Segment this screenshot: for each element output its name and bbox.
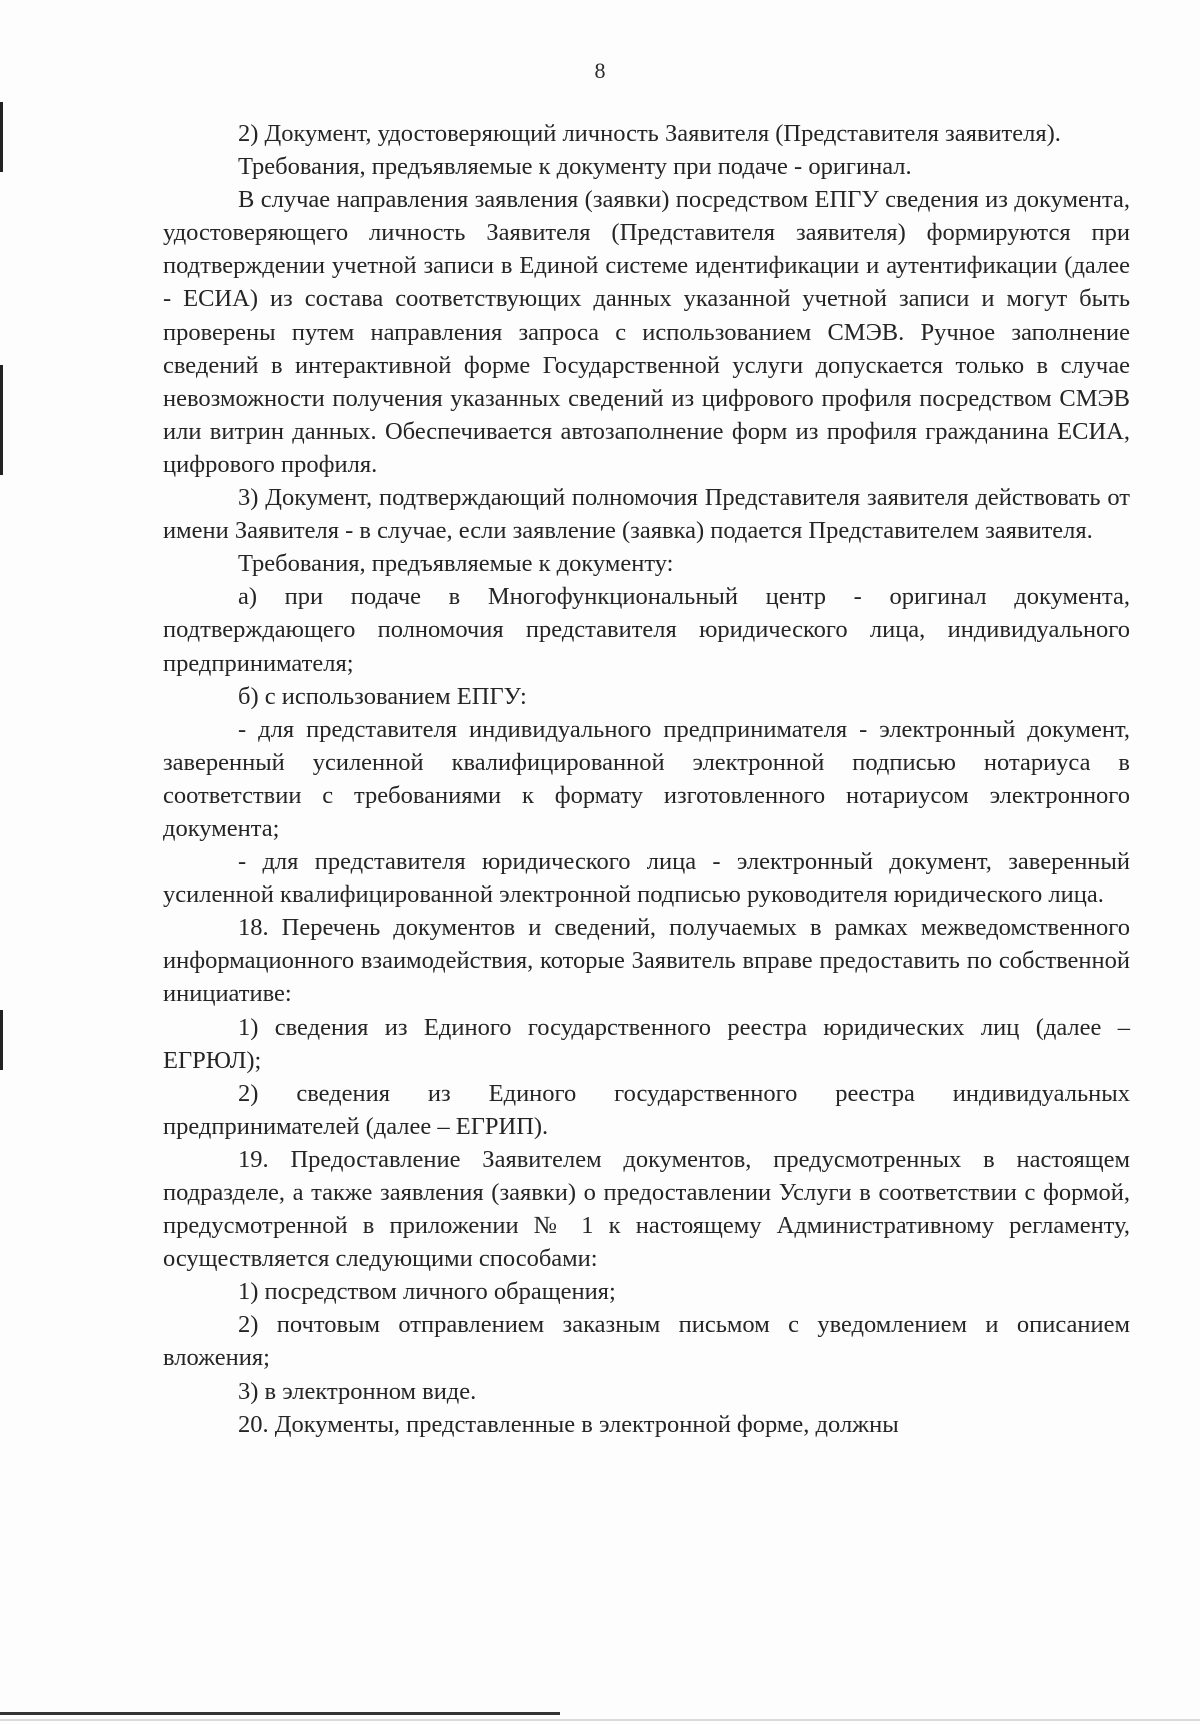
- paragraph: 18. Перечень документов и сведений, получаемых в рамках межведомственного информационного взаимодействия, которые Заявитель вправе предоставить по собственной инициативе:: [163, 914, 1130, 1008]
- paragraph: 3) в электронном виде.: [238, 1377, 477, 1405]
- paragraph: 20. Документы, представленные в электронной форме, должны: [238, 1410, 899, 1438]
- scan-edge-mark: [0, 365, 3, 475]
- paragraph: Требования, предъявляемые к документу при подаче - оригинал.: [238, 153, 912, 181]
- scan-edge-mark: [0, 1010, 3, 1070]
- paragraph: 3) Документ, подтверждающий полномочия Представителя заявителя действовать от имени Заявителя - в случае, если заявление (заявка) подается Представителем заявителя.: [163, 484, 1130, 545]
- scan-bottom-shadow: [0, 1719, 1200, 1721]
- paragraph: В случае направления заявления (заявки) посредством ЕПГУ сведения из документа, удостоверяющего личность Заявителя (Представителя заявителя) формируются при подтверждении учетной записи в Единой системе идентификации и аутентификации (далее - ЕСИА) из состава соответствующих данных указанной учетной записи и могут быть проверены путем направления запроса с использованием СМЭВ. Ручное заполнение сведений в интерактивной форме Государственной услуги допускается только в случае невозможности получения указанных сведений из цифрового профиля посредством СМЭВ или витрин данных. Обеспечивается автозаполнение форм из профиля гражданина ЕСИА, цифрового профиля.: [163, 186, 1130, 478]
- scan-bottom-edge: [0, 1712, 560, 1715]
- paragraph: 19. Предоставление Заявителем документов, предусмотренных в настоящем подразделе, а также заявления (заявки) о предоставлении Услуги в соответствии с формой, предусмотренной в приложении № 1 к настоящему Административному регламенту, осуществляется следующими способами:: [163, 1145, 1130, 1273]
- paragraph: 2) почтовым отправлением заказным письмом с уведомлением и описанием вложения;: [163, 1311, 1130, 1372]
- page-number: 8: [594, 58, 606, 83]
- paragraph: 1) посредством личного обращения;: [238, 1278, 616, 1306]
- paragraph: 2) Документ, удостоверяющий личность Заявителя (Представителя заявителя).: [238, 120, 1061, 147]
- paragraph: б) с использованием ЕПГУ:: [238, 682, 527, 710]
- paragraph: 1) сведения из Единого государственного реестра юридических лиц (далее – ЕГРЮЛ);: [163, 1013, 1130, 1074]
- paragraph: - для представителя юридического лица - электронный документ, заверенный усиленной квалифицированной электронной подписью руководителя юридического лица.: [163, 848, 1130, 909]
- paragraph: - для представителя индивидуального предпринимателя - электронный документ, заверенный усиленной квалифицированной электронной подписью нотариуса в соответствии с требованиями к формату изготовленного нотариусом электронного документа;: [163, 715, 1130, 842]
- paragraph: Требования, предъявляемые к документу:: [238, 550, 674, 578]
- paragraph: 2) сведения из Единого государственного реестра индивидуальных предпринимателей (далее – ЕГРИП).: [163, 1079, 1130, 1140]
- scan-edge-mark: [0, 102, 3, 172]
- document-body: [163, 117, 1130, 1441]
- paragraph: а) при подаче в Многофункциональный центр - оригинал документа, подтверждающего полномочия представителя юридического лица, индивидуального предпринимателя;: [163, 583, 1130, 677]
